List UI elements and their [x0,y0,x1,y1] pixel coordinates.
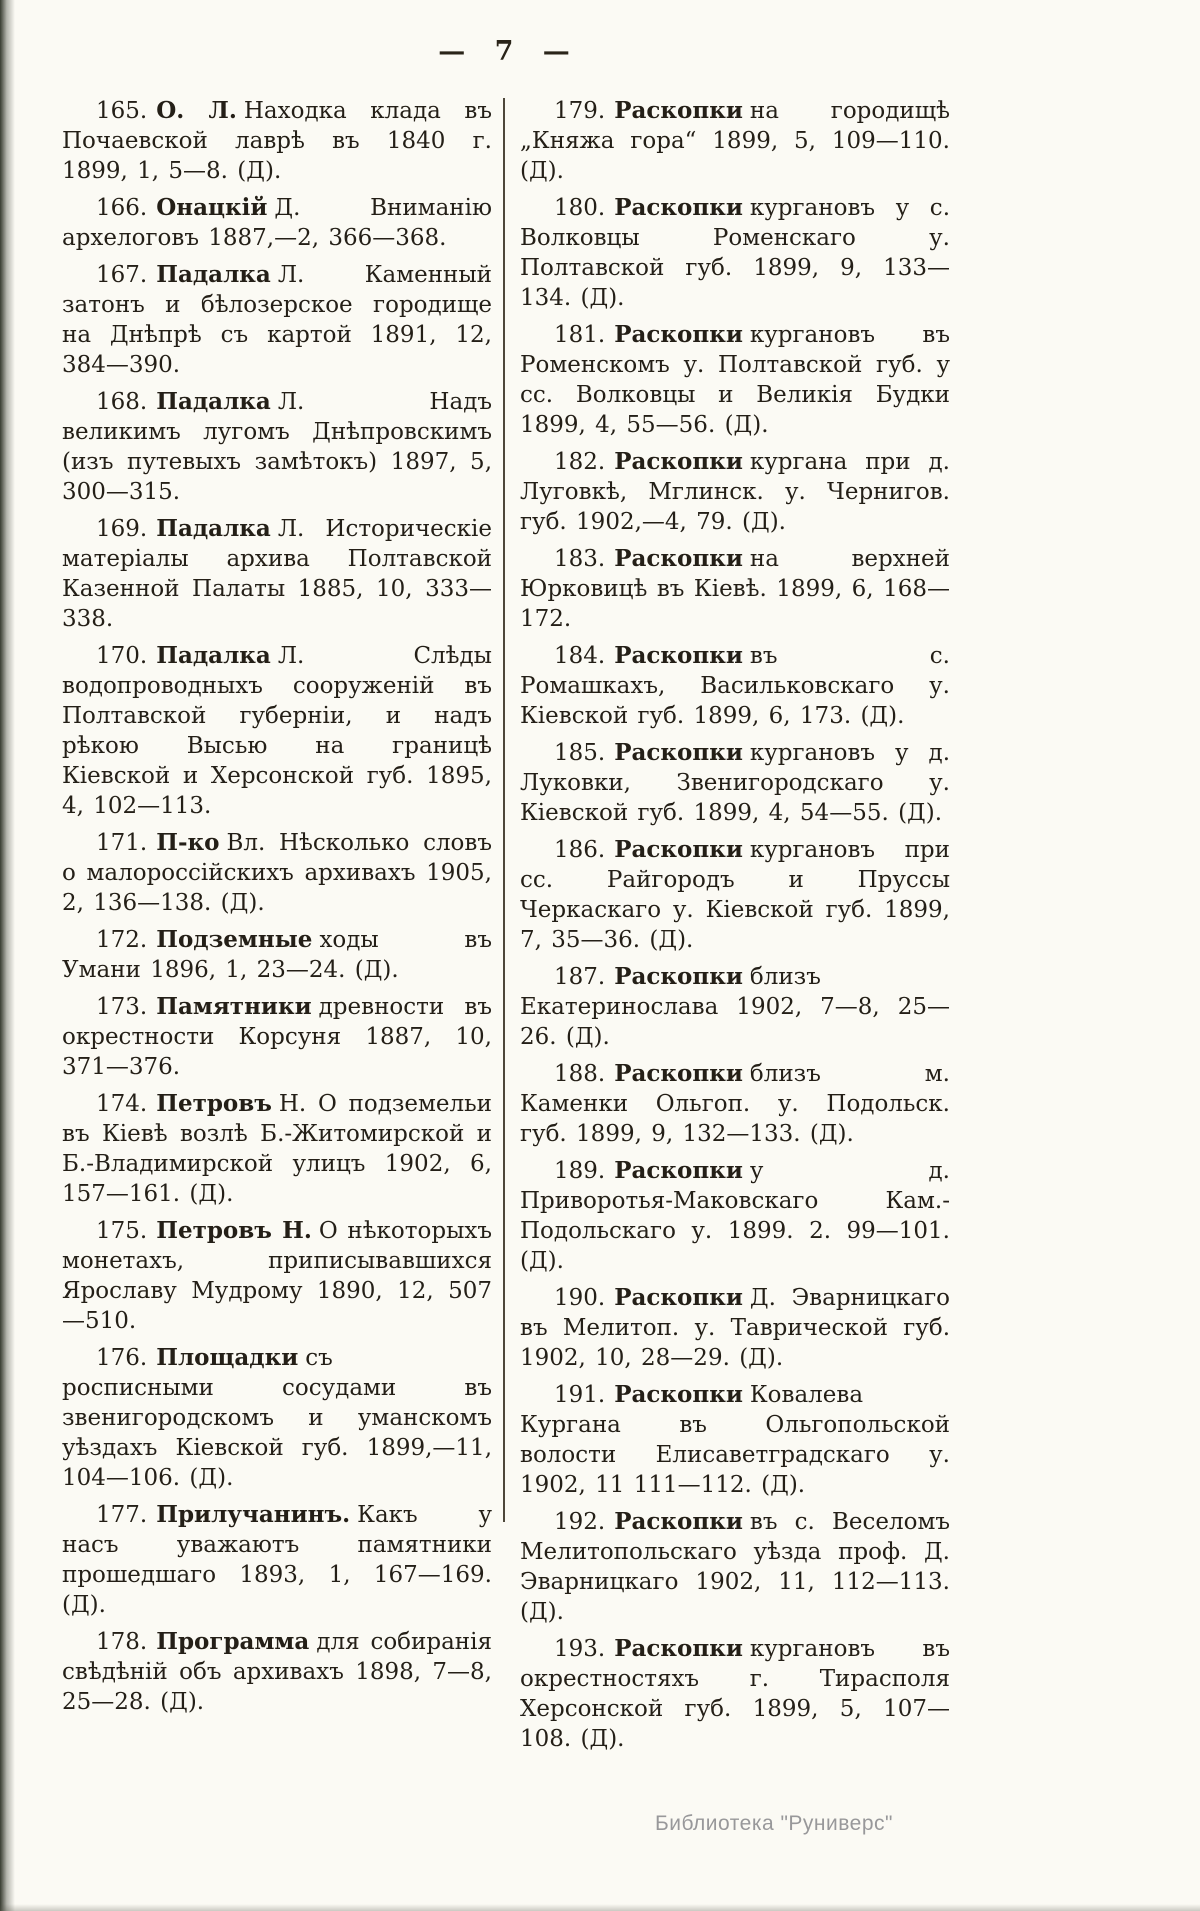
bibliography-entry [520,1283,950,1373]
entry-number: 187. [554,964,606,990]
entry-text: Находка клада въ Почаевской лаврѣ въ 1840 г. 1899, 1, 5—8. (Д). [62,98,492,184]
entry-author: Падалка [156,388,271,415]
bibliography-entry [62,260,492,380]
bibliography-entry [520,447,950,537]
entry-number: 172. [96,927,148,953]
entry-number: 180. [554,195,606,221]
bibliography-entry [62,96,492,186]
entry-text: на городищѣ „Княжа гора“ 1899, 5, 109—110. (Д). [520,98,950,184]
entry-text: у д. Приворотья-Маковскаго Кам.-Подольскаго у. 1899. 2. 99—101. (Д). [520,1158,950,1274]
entry-number: 191. [554,1382,606,1408]
entry-text: Л. Каменный затонъ и бѣлозерское городище на Днѣпрѣ съ картой 1891, 12, 384—390. [62,262,492,378]
entry-text: кургановъ у д. Луковки, Звенигородскаго у. Кіевской губ. 1899, 4, 54—55. (Д). [520,740,950,826]
bibliography-entry [62,1216,492,1336]
entry-text: Д. Вниманію архелоговъ 1887,—2, 366—368. [62,195,492,251]
entry-text: древности въ окрестности Корсуня 1887, 10, 371—376. [62,994,492,1080]
bibliography-entry [62,514,492,634]
entry-text: Вл. Нѣсколько словъ о малороссійскихъ архивахъ 1905, 2, 136—138. (Д). [62,830,492,916]
entry-number: 181. [554,322,606,348]
bibliography-entry [62,925,492,985]
left-column [62,96,492,1724]
entry-number: 170. [96,643,148,669]
entry-author: Раскопки [614,1381,743,1408]
entry-author: Раскопки [614,194,743,221]
entry-number: 192. [554,1509,606,1535]
entry-text: ходы въ Умани 1896, 1, 23—24. (Д). [62,927,492,983]
entry-author: Раскопки [614,321,743,348]
bibliography-entry [62,1627,492,1717]
entry-text: на верхней Юрковицѣ въ Кіевѣ. 1899, 6, 168—172. [520,546,950,632]
entry-number: 171. [96,830,148,856]
bibliography-entry [62,387,492,507]
bibliography-entry [520,1507,950,1627]
entry-author: Раскопки [614,545,743,572]
entry-author: Раскопки [614,448,743,475]
entry-number: 165. [96,98,148,124]
bibliography-entry [520,641,950,731]
entry-text: для собиранія свѣдѣній объ архивахъ 1898, 7—8, 25—28. (Д). [62,1629,492,1715]
entry-author: Раскопки [614,963,743,990]
bibliography-entry [520,1634,950,1754]
entry-author: Подземные [156,926,313,953]
entry-text: кургана при д. Луговкѣ, Мглинск. у. Чернигов. губ. 1902,—4, 79. (Д). [520,449,950,535]
entry-text: О нѣкоторыхъ монетахъ, приписывавшихся Ярославу Мудрому 1890, 12, 507—510. [62,1218,492,1334]
entry-text: Л. Надъ великимъ лугомъ Днѣпровскимъ (изъ путевыхъ замѣтокъ) 1897, 5, 300—315. [62,389,492,505]
bibliography-entry [62,641,492,821]
entry-text: кургановъ въ Роменскомъ у. Полтавской губ. у сс. Волковцы и Великія Будки 1899, 4, 55—56. (Д). [520,322,950,438]
bibliography-entry [520,835,950,955]
entry-number: 177. [96,1502,148,1528]
entry-author: Раскопки [614,1157,743,1184]
entry-author: Памятники [156,993,312,1020]
entry-number: 166. [96,195,148,221]
library-watermark: Библиотека "Руниверс" [654,1812,893,1835]
entry-number: 183. [554,546,606,572]
entry-author: Раскопки [614,1508,743,1535]
entry-author: Раскопки [614,642,743,669]
column-divider [503,98,505,1522]
entry-author: П-ко [156,829,220,856]
entry-author: Петровъ [156,1090,272,1117]
entry-number: 193. [554,1636,606,1662]
entry-text: Д. Эварницкаго въ Мелитоп. у. Таврической губ. 1902, 10, 28—29. (Д). [520,1285,950,1371]
bibliography-entry [520,96,950,186]
scan-edge-bottom [0,1904,1200,1911]
scan-edge-left [0,0,15,1911]
entry-number: 168. [96,389,148,415]
entry-author: О. Л. [156,97,237,124]
bibliography-entry [520,738,950,828]
bibliography-entry [62,828,492,918]
bibliography-entry [62,1500,492,1620]
entry-number: 188. [554,1061,606,1087]
entry-author: Раскопки [614,836,743,863]
right-column [520,96,950,1761]
entry-number: 167. [96,262,148,288]
entry-text: въ с. Веселомъ Мелитопольскаго уѣзда проф. Д. Эварницкаго 1902, 11, 112—113. (Д). [520,1509,950,1625]
entry-number: 189. [554,1158,606,1184]
entry-author: Раскопки [614,97,743,124]
entry-text: близъ м. Каменки Ольгоп. у. Подольск. губ. 1899, 9, 132—133. (Д). [520,1061,950,1147]
entry-number: 169. [96,516,148,542]
bibliography-entry [520,1059,950,1149]
entry-text: Н. О подземельи въ Кіевѣ возлѣ Б.-Житомирской и Б.-Владимирской улицъ 1902, 6, 157—161. (Д). [62,1091,492,1207]
entry-author: Раскопки [614,739,743,766]
bibliography-entry [520,193,950,313]
entry-number: 174. [96,1091,148,1117]
entry-text: Л. Слѣды водопроводныхъ сооруженій въ Полтавской губерніи, и надъ рѣкою Высью на границѣ Кіевской и Херсонской губ. 1895, 4, 102—113. [62,643,492,819]
entry-author: Площадки [156,1344,299,1371]
entry-author: Падалка [156,642,271,669]
entry-text: кургановъ въ окрестностяхъ г. Тирасполя Херсонской губ. 1899, 5, 107—108. (Д). [520,1636,950,1752]
entry-text: кургановъ при сс. Райгородъ и Пруссы Черкаскаго у. Кіевской губ. 1899, 7, 35—36. (Д). [520,837,950,953]
bibliography-entry [62,193,492,253]
entry-number: 179. [554,98,606,124]
entry-text: въ с. Ромашкахъ, Васильковскаго у. Кіевской губ. 1899, 6, 173. (Д). [520,643,950,729]
bibliography-entry [520,1156,950,1276]
entry-text: Ковалева Кургана въ Ольгопольской волости Елисаветградскаго у. 1902, 11 111—112. (Д). [520,1382,950,1498]
bibliography-entry [62,1089,492,1209]
entry-number: 176. [96,1345,148,1371]
entry-number: 185. [554,740,606,766]
entry-number: 173. [96,994,148,1020]
bibliography-entry [520,962,950,1052]
entry-number: 184. [554,643,606,669]
entry-number: 190. [554,1285,606,1311]
bibliography-entry [520,320,950,440]
entry-author: Программа [156,1628,310,1655]
entry-number: 182. [554,449,606,475]
bibliography-entry [62,1343,492,1493]
entry-text: кургановъ у с. Волковцы Роменскаго у. Полтавской губ. 1899, 9, 133—134. (Д). [520,195,950,311]
bibliography-entry [520,1380,950,1500]
entry-text: съ росписными сосудами въ звенигородскомъ и уманскомъ уѣздахъ Кіевской губ. 1899,—11, 104—106. (Д). [62,1345,492,1491]
page-number: — 7 — [438,36,570,67]
entry-author: Онацкій [156,194,268,221]
entry-number: 186. [554,837,606,863]
entry-author: Раскопки [614,1635,743,1662]
bibliography-entry [520,544,950,634]
entry-text: близъ Екатеринослава 1902, 7—8, 25—26. (Д). [520,964,950,1050]
entry-author: Раскопки [614,1060,743,1087]
entry-author: Падалка [156,261,271,288]
entry-text: Какъ у насъ уважаютъ памятники прошедшаго 1893, 1, 167—169. (Д). [62,1502,492,1618]
entry-author: Петровъ Н. [156,1217,312,1244]
entry-author: Прилучанинъ. [156,1501,351,1528]
entry-text: Л. Историческіе матеріалы архива Полтавской Казенной Палаты 1885, 10, 333—338. [62,516,492,632]
bibliography-entry [62,992,492,1082]
entry-number: 175. [96,1218,148,1244]
entry-author: Раскопки [614,1284,743,1311]
entry-author: Падалка [156,515,271,542]
entry-number: 178. [96,1629,148,1655]
